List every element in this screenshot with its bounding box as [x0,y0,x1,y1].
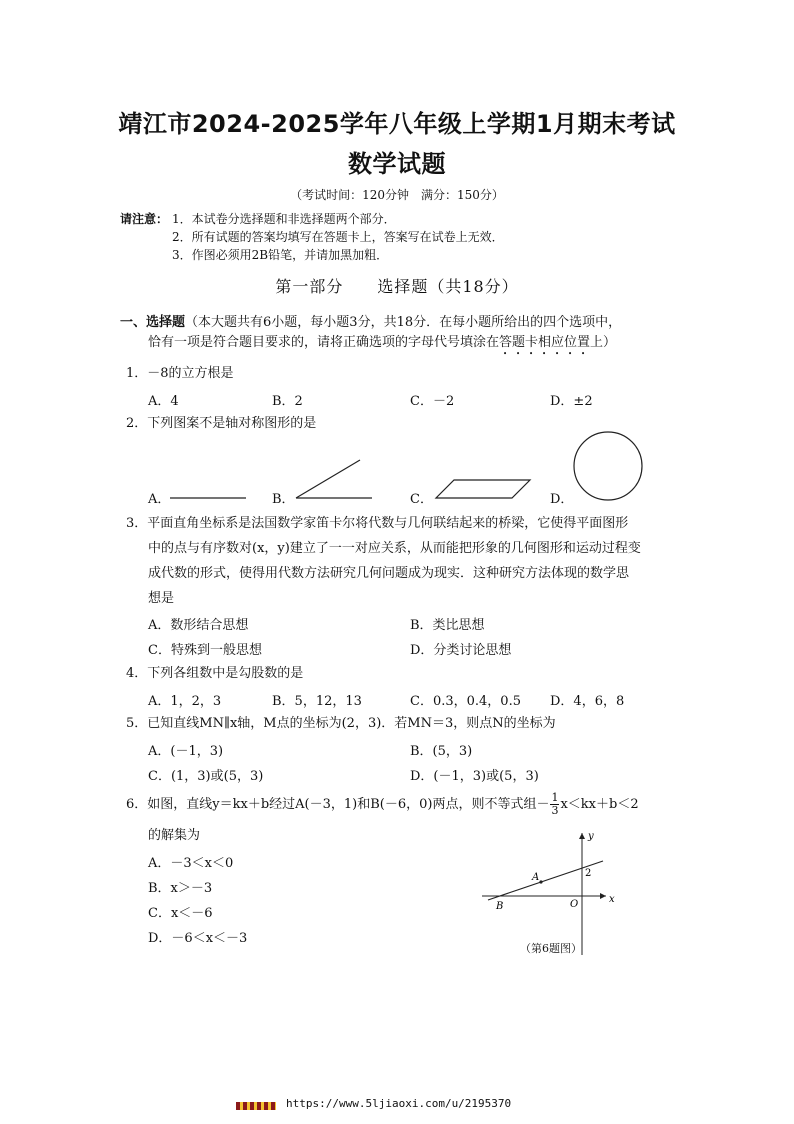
q4-option-a: A．1，2，3 [148,694,222,709]
q2-option-d: D． [550,492,574,507]
section-desc-2c: 上） [590,335,617,350]
q4-option-b: B．5，12，13 [272,694,362,709]
q2-parallelogram-figure [436,480,530,498]
q6-stem-a: 6．如图，直线y＝kx＋b经过A(－3，1)和B(－6，0)两点，则不等式组－ [126,797,550,812]
section-desc-line1: （本大题共有6小题，每小题3分，共18分．在每小题所给出的四个选项中， [185,315,622,330]
footer-url-link[interactable]: https://www.5ljiaoxi.com/u/2195370 [286,1097,512,1110]
q3-stem-line4: 想是 [148,591,175,606]
q6-frac-num: 1 [551,791,559,804]
q6-figure-caption: （第6题图） [520,942,582,955]
q3-stem-line1: 3．平面直角坐标系是法国数学家笛卡尔将代数与几何联结起来的桥梁，它使得平面图形 [126,516,629,531]
q6-point-a-dot [539,880,542,883]
exam-meta: （考试时间：120分钟 满分：150分） [290,188,504,202]
q6-option-b: B．x＞－3 [148,881,213,896]
q2-circle-figure [574,432,642,500]
q6-option-a: A．－3＜x＜0 [148,856,234,871]
q6-label-intercept: 2 [585,868,592,879]
q5-option-d: D．(－1，3)或(5，3) [410,769,539,784]
q2-figures [0,0,794,520]
q1-option-c: C．－2 [410,394,455,409]
q3-option-d: D．分类讨论思想 [410,643,512,658]
q6-option-c: C．x＜－6 [148,906,213,921]
q5-stem: 5．已知直线MN∥x轴，M点的坐标为(2，3)．若MN＝3，则点N的坐标为 [126,716,556,731]
notice-item-3: 3．作图必须用2B铅笔，并请加黑加粗． [172,248,389,262]
q3-option-c: C．特殊到一般思想 [148,643,262,658]
q3-stem-line2: 中的点与有序数对(x，y)建立了一一对应关系，从而能把形象的几何图形和运动过程变 [148,541,641,556]
q4-option-d: D．4，6，8 [550,694,625,709]
footer-logo [236,1102,276,1110]
section-desc-2a: 恰有一项是符合题目要求的，请将正确选项的字母代号填涂在 [148,335,500,350]
part-title: 第一部分 选择题（共18分） [275,277,519,296]
q1-option-b: B．2 [272,394,303,409]
q6-stem-line2: 的解集为 [148,828,201,843]
q1-stem: 1．－8的立方根是 [126,366,234,381]
q5-option-b: B．(5，3) [410,744,473,759]
q5-option-c: C．(1，3)或(5，3) [148,769,264,784]
q6-label-y: y [588,831,594,842]
q4-option-c: C．0.3，0.4，0.5 [410,694,521,709]
q6-label-origin: O [570,899,579,910]
q6-option-d: D．－6＜x＜－3 [148,931,248,946]
section-desc-2b-emphasis: 答题卡相应位置 [499,335,591,350]
q5-option-a: A．(－1，3) [148,744,224,759]
notice-item-2: 2．所有试题的答案均填写在答题卡上，答案写在试卷上无效． [172,230,504,244]
q2-angle-figure [296,460,372,498]
q6-label-x: x [609,894,615,905]
q6-label-b: B [496,901,504,912]
q6-line-kx-b [488,861,603,900]
q6-frac-den: 3 [551,804,559,817]
q2-stem: 2．下列图案不是轴对称图形的是 [126,416,317,431]
q1-option-d: D．±2 [550,394,593,409]
q2-option-a: A． [148,492,171,507]
q6-fraction [550,792,559,817]
q4-stem: 4．下列各组数中是勾股数的是 [126,666,304,681]
section-name: 选择题 [146,315,186,330]
paper-title-line1: 靖江市2024-2025学年八年级上学期1月期末考试 [118,110,676,138]
q1-option-a: A．4 [148,394,179,409]
q3-stem-line3: 成代数的形式，使得用代数方法研究几何问题成为现实．这种研究方法体现的数学思 [148,566,630,581]
q2-option-c: C． [410,492,433,507]
notice-item-1: 1．本试卷分选择题和非选择题两个部分． [172,212,396,226]
q2-option-b: B． [272,492,295,507]
q6-stem-line1 [126,792,639,817]
q3-option-b: B．类比思想 [410,618,485,633]
q6-stem-b: x＜kx＋b＜2 [560,797,639,812]
notice-label: 请注意： [120,212,169,226]
section-prefix: 一、 [120,315,147,330]
paper-title-line2: 数学试题 [348,150,446,178]
q6-label-a: A [532,872,540,883]
q3-option-a: A．数形结合思想 [148,618,249,633]
